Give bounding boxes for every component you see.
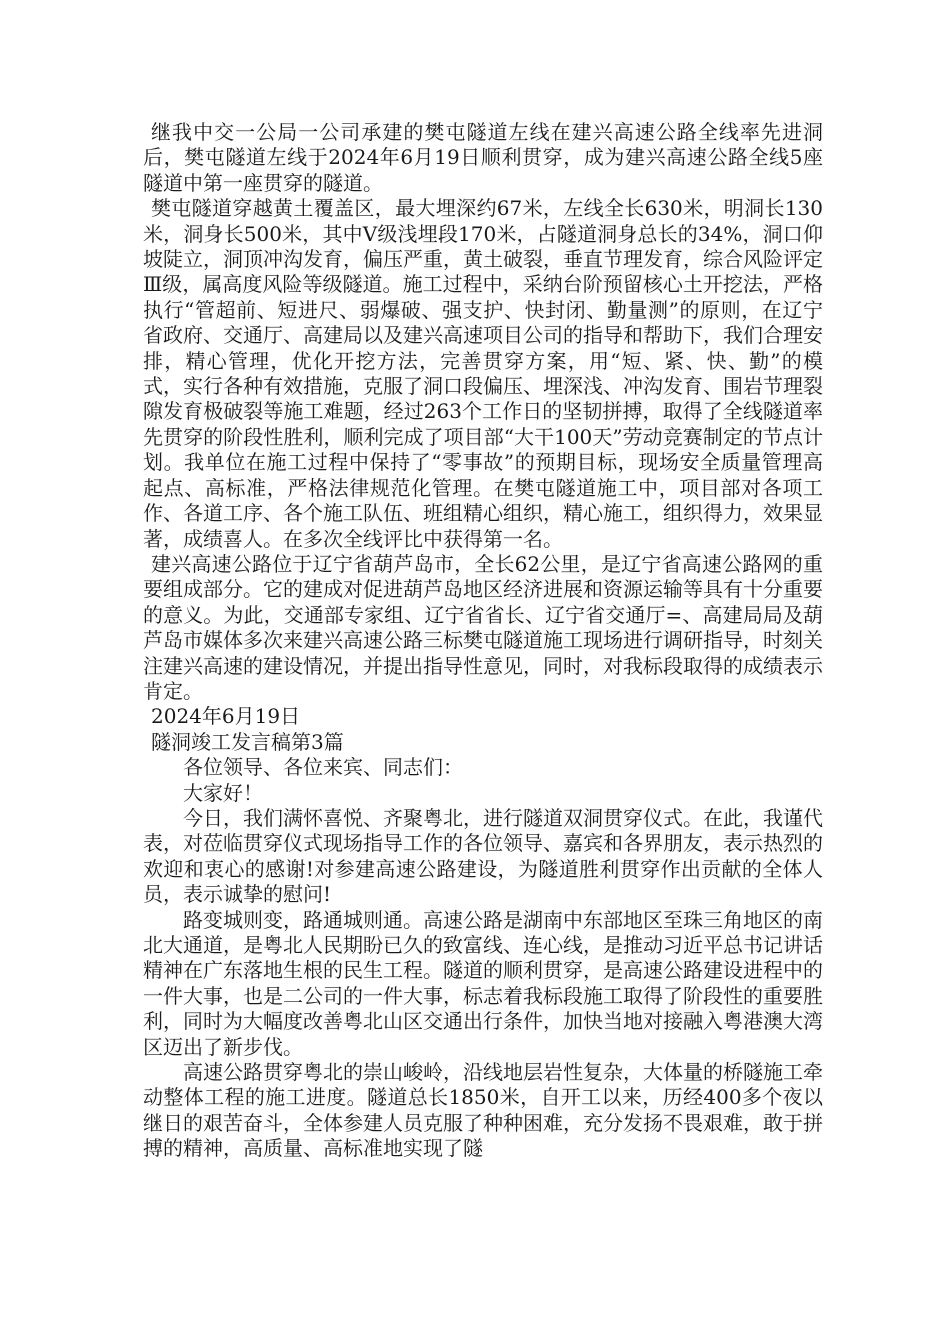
- paragraph-5: 路变城则变，路通城则通。高速公路是湖南中东部地区至珠三角地区的南北大通道，是粤北人民期盼已久的致富线、连心线，是推动习近平总书记讲话精神在广东落地生根的民生工程。隧道的顺利贯穿，是高速公路建设进程中的一件大事，也是二公司的一件大事，标志着我标段施工取得了阶段性的重要胜利，同时为大幅度改善粤北山区交通出行条件，加快当地对接融入粤港澳大湾区迈出了新步伐。: [143, 907, 823, 1059]
- document-page: [143, 120, 823, 1162]
- paragraph-2: 樊屯隧道穿越黄土覆盖区，最大埋深约67米，左线全长630米，明洞长130米，洞身长500米，其中Ⅴ级浅埋段170米，占隧道洞身总长的34%，洞口仰坡陡立，洞顶冲沟发育，偏压严重，黄土破裂，垂直节理发育，综合风险评定Ⅲ级，属高度风险等级隧道。施工过程中，采纳台阶预留核心土开挖法，严格执行“管超前、短进尺、弱爆破、强支护、快封闭、勤量测”的原则，在辽宁省政府、交通厅、高建局以及建兴高速项目公司的指导和帮助下，我们合理安排，精心管理，优化开挖方法，完善贯穿方案，用“短、紧、快、勤”的模式，实行各种有效措施，克服了洞口段偏压、埋深浅、冲沟发育、围岩节理裂隙发育极破裂等施工难题，经过263个工作日的坚韧拼搏，取得了全线隧道率先贯穿的阶段性胜利，顺利完成了项目部“大干100天”劳动竞赛制定的节点计划。我单位在施工过程中保持了“零事故”的预期目标，现场安全质量管理高起点、高标准，严格法律规范化管理。在樊屯隧道施工中，项目部对各项工作、各道工序、各个施工队伍、班组精心组织，精心施工，组织得力，效果显著，成绩喜人。在多次全线评比中获得第一名。: [143, 196, 823, 551]
- greeting: 大家好！: [183, 780, 263, 805]
- salutation: 各位领导、各位来宾、同志们：: [183, 755, 463, 780]
- date-line: 2024年6月19日: [151, 704, 301, 729]
- section-title: 隧洞竣工发言稿第3篇: [151, 729, 344, 754]
- paragraph-3: 建兴高速公路位于辽宁省葫芦岛市，全长62公里，是辽宁省高速公路网的重要组成部分。它的建成对促进葫芦岛地区经济进展和资源运输等具有十分重要的意义。为此，交通部专家组、辽宁省省长、辽宁省交通厅=、高建局局及葫芦岛市媒体多次来建兴高速公路三标樊屯隧道施工现场进行调研指导，时刻关注建兴高速的建设情况，并提出指导性意见，同时，对我标段取得的成绩表示肯定。: [143, 551, 823, 703]
- paragraph-4: 今日，我们满怀喜悦、齐聚粤北，进行隧道双洞贯穿仪式。在此，我谨代表，对莅临贯穿仪式现场指导工作的各位领导、嘉宾和各界朋友，表示热烈的欢迎和衷心的感谢!对参建高速公路建设，为隧道胜利贯穿作出贡献的全体人员，表示诚挚的慰问!: [143, 805, 823, 907]
- paragraph-6: 高速公路贯穿粤北的崇山峻岭，沿线地层岩性复杂，大体量的桥隧施工牵动整体工程的施工进度。隧道总长1850米，自开工以来，历经400多个夜以继日的艰苦奋斗，全体参建人员克服了种种困难，充分发扬不畏艰难，敢于拼搏的精神，高质量、高标准地实现了隧: [143, 1060, 823, 1161]
- paragraph-1: 继我中交一公局一公司承建的樊屯隧道左线在建兴高速公路全线率先进洞后，樊屯隧道左线于2024年6月19日顺利贯穿，成为建兴高速公路全线5座隧道中第一座贯穿的隧道。: [143, 120, 823, 195]
